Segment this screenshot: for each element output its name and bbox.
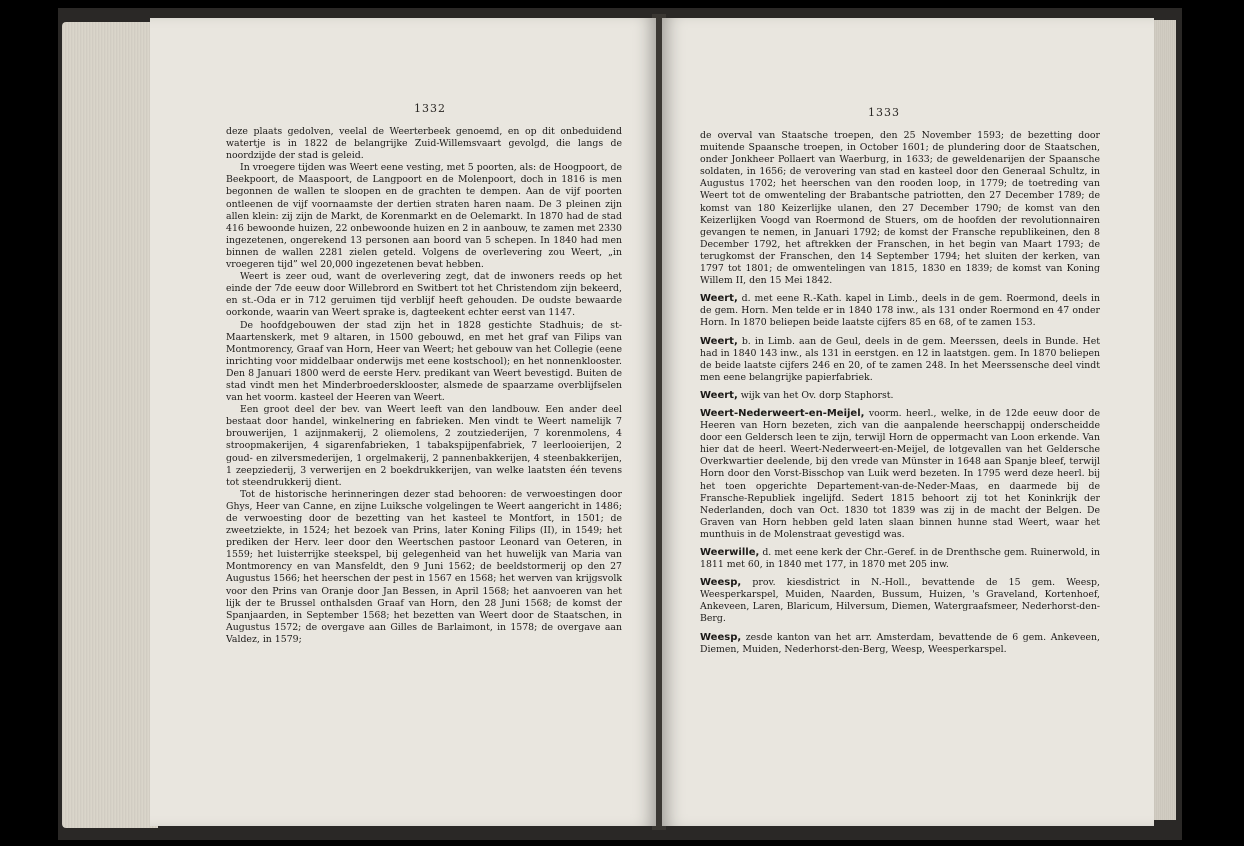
entry-text: zesde kanton van het arr. Amsterdam, bevattende de 6 gem. Ankeveen, Diemen, Muiden, Nederhorst-den-Berg, Weesp, Weesperkarspel.: [700, 631, 1100, 655]
dictionary-entry: [700, 336, 1100, 384]
dictionary-entry: [700, 390, 1100, 402]
entry-headword: Weert,: [700, 335, 738, 347]
dictionary-entry: [700, 547, 1100, 571]
dictionary-entry: [700, 632, 1100, 656]
right-page-text: [700, 130, 1100, 656]
page-number: 1333: [868, 106, 900, 119]
entry-text: b. in Limb. aan de Geul, deels in de gem. Meerssen, deels in Bunde. Het had in 1840 143 inw., als 131 in eerstgen. en 12 in laatstgen. gem. In 1870 beliepen de beide laatste cijfers 246 en 20, of te zamen 248. In het Meerssensche deel vindt men eene belangrijke papierfabriek.: [700, 335, 1100, 383]
entry-text: prov. kiesdistrict in N.-Holl., bevattende de 15 gem. Weesp, Weesperkarspel, Muiden, Naarden, Bussum, Huizen, 's Graveland, Kortenhoef, Ankeveen, Laren, Blaricum, Hilversum, Diemen, Watergraafsmeer, Nederhorst-den-Berg.: [700, 577, 1100, 625]
entry-text: voorm. heerl., welke, in de 12de eeuw door de Heeren van Horn bezeten, zich van die aanpalende heerschappij onderscheidde door een Geldersch leen te zijn, terwijl Horn de oppermacht van Loon erkende. Van hier dat de heerl. Weert-Nederweert-en-Meijel, de lotgevallen van het Geldersche Overkwartier deelende, bij den vrede van Münster in 1648 aan Spanje bleef, terwijl Horn door den Vorst-Bisschop van Luik werd bezeten. In 1795 werd deze heerl. bij het toen opgerichte Departement-van-de-Neder-Maas, en daarmede bij de Fransche-Republiek ingelijfd. Sedert 1815 behoort zij tot het Koninkrijk der Nederlanden, doch van Oct. 1830 tot 1839 was zij in de macht der Belgen. De Graven van Horn hebben geld laten slaan binnen hunne stad Weert, waar het munthuis in de Molenstraat gevestigd was.: [700, 407, 1100, 540]
paragraph: De hoofdgebouwen der stad zijn het in 1828 gestichte Stadhuis; de st-Maartenskerk, met 9 altaren, in 1500 gebouwd, en met het graf van Filips van Montmorency, Graaf van Horn, Heer van Weert; het gebouw van het Collegie (eene inrichting voor middelbaar onderwijs met eene kostschool); en het nonnenklooster. Den 8 Januari 1800 werd de eerste Herv. predikant van Weert bevestigd. Buiten de stad vindt men het Minderbroedersklooster, alsmede de spaarzame overblijfselen van het voorm. kasteel der Heeren van Weert.: [226, 319, 622, 404]
dictionary-entry: [700, 293, 1100, 329]
paragraph: de overval van Staatsche troepen, den 25 November 1593; de bezetting door muitende Spaansche troepen, in October 1601; de plundering door de Staatschen, onder Jonkheer Pollaert van Waerburg, in 1633; de geweldenarijen der Spaansche soldaten, in 1656; de verovering van stad en kasteel door den Generaal Schultz, in Augustus 1702; het heerschen van den rooden loop, in 1779; de toetreding van Weert tot de omwenteling der Brabantsche patriotten, den 27 December 1789; de komst van 180 Keizerlijke ulanen, den 27 December 1790; de komst van den Keizerlijken Voogd van Roermond de Stuers, om de hoofden der revolutionnairen gevangen te nemen, in Januari 1792; de komst der Fransche republikeinen, den 8 December 1792, het aftrekken der Franschen, in het begin van Maart 1793; de terugkomst der Franschen, den 14 September 1794; het sluiten der kerken, van 1797 tot 1801; de omwentelingen van 1815, 1830 en 1839; de komst van Koning Willem II, den 15 Mei 1842.: [700, 130, 1100, 287]
paragraph: Tot de historische herinneringen dezer stad behooren: de verwoestingen door Ghys, Heer van Canne, en zijne Luiksche volgelingen te Weert aangericht in 1486; de verwoesting door de bezetting van het kasteel te Montfort, in 1501; de zweetziekte, in 1524; het bezoek van Prins, later Koning Filips (II), in 1549; het prediken der Herv. leer door den Weertschen pastoor Leonard van Oeteren, in 1559; het luisterrijke steekspel, bij gelegenheid van het huwelijk van Maria van Montmorency en van Mansfeldt, den 9 Juni 1562; de beeldstormerij op den 27 Augustus 1566; het heerschen der pest in 1567 en 1568; het werven van krijgsvolk voor den Prins van Oranje door Jan Bessen, in April 1568; het aanvoeren van het lijk der te Brussel onthalsden Graaf van Horn, den 28 Juni 1568; de komst der Spanjaarden, in September 1568; het bezetten van Weert door de Staatschen, in Augustus 1572; de overgave aan Gilles de Barlaimont, in 1578; de overgave aan Valdez, in 1579;: [226, 488, 622, 645]
entry-text: wijk van het Ov. dorp Staphorst.: [737, 389, 894, 401]
entry-headword: Weesp,: [700, 577, 742, 589]
paragraph: In vroegere tijden was Weert eene vesting, met 5 poorten, als: de Hoogpoort, de Beekpoort, de Maaspoort, de Langpoort en de Molenpoort, doch in 1816 is men begonnen de wallen te sloopen en de grachten te dempen. Aan de vijf poorten ontleenen de vijf voornaamste der dertien straten haren naam. De 3 pleinen zijn allen klein: zij zijn de Markt, de Korenmarkt en de Oelemarkt. In 1870 had de stad 416 bewoonde huizen, 22 onbewoonde huizen en 2 in aanbouw, te zamen met 2330 ingezetenen, ongerekend 13 personen aan boord van 5 schepen. In 1840 had men binnen de wallen 2281 zielen geteld. Volgens de overlevering zou Weert, „in vroegeren tijd” wel 20,000 ingezetenen bevat hebben.: [226, 162, 622, 271]
dictionary-entry: [700, 577, 1100, 625]
dictionary-entry: [700, 408, 1100, 541]
entry-headword: Weert,: [700, 293, 738, 305]
entry-text: d. met eene R.-Kath. kapel in Limb., deels in de gem. Roermond, deels in de gem. Horn. Men telde er in 1840 178 inw., als 131 onder Roermond en 47 onder Horn. In 1870 beliepen beide laatste cijfers 85 en 68, of te zamen 153.: [700, 293, 1100, 329]
entry-headword: Weerwille,: [700, 547, 760, 558]
page-number: 1332: [414, 102, 446, 115]
left-page: [150, 18, 656, 826]
paragraph: Weert is zeer oud, want de overlevering zegt, dat de inwoners reeds op het einde der 7de eeuw door Willebrord en Switbert tot het Christendom zijn bekeerd, en st.-Oda er in 712 geruimen tijd verblijf heeft gehouden. De oudste bewaarde oorkonde, waarin van Weert sprake is, dagteekent echter eerst van 1147.: [226, 271, 622, 319]
entry-headword: Weert-Nederweert-en-Meijel,: [700, 407, 865, 419]
entry-headword: Weesp,: [700, 631, 742, 643]
right-page: [662, 18, 1154, 826]
entry-text: d. met eene kerk der Chr.-Geref. in de Drenthsche gem. Ruinerwold, in 1811 met 60, in 1840 met 177, in 1870 met 205 inw.: [700, 547, 1100, 571]
paragraph: Een groot deel der bev. van Weert leeft van den landbouw. Een ander deel bestaat door handel, winkelnering en fabrieken. Men vindt te Weert namelijk 7 brouwerijen, 1 azijnmakerij, 2 oliemolens, 2 zoutziederijen, 7 korenmolens, 4 stroopmakerijen, 4 sigarenfabrieken, 1 tabakspijpenfabriek, 7 leerlooierijen, 2 goud- en zilversmederijen, 1 orgelmakerij, 2 pannenbakkerijen, 4 steenbakkerijen, 1 zeepziederij, 3 verwerijen en 2 boekdrukkerijen, van welke laatsten één tevens tot steendrukkerij dient.: [226, 404, 622, 488]
paragraph: deze plaats gedolven, veelal de Weerterbeek genoemd, en op dit onbeduidend watertje is in 1822 de belangrijke Zuid-Willemsvaart gevolgd, die langs de noordzijde der stad is geleid.: [226, 126, 622, 162]
left-page-text: [226, 126, 622, 646]
page-edges-left: [62, 22, 158, 828]
entry-headword: Weert,: [700, 389, 738, 401]
